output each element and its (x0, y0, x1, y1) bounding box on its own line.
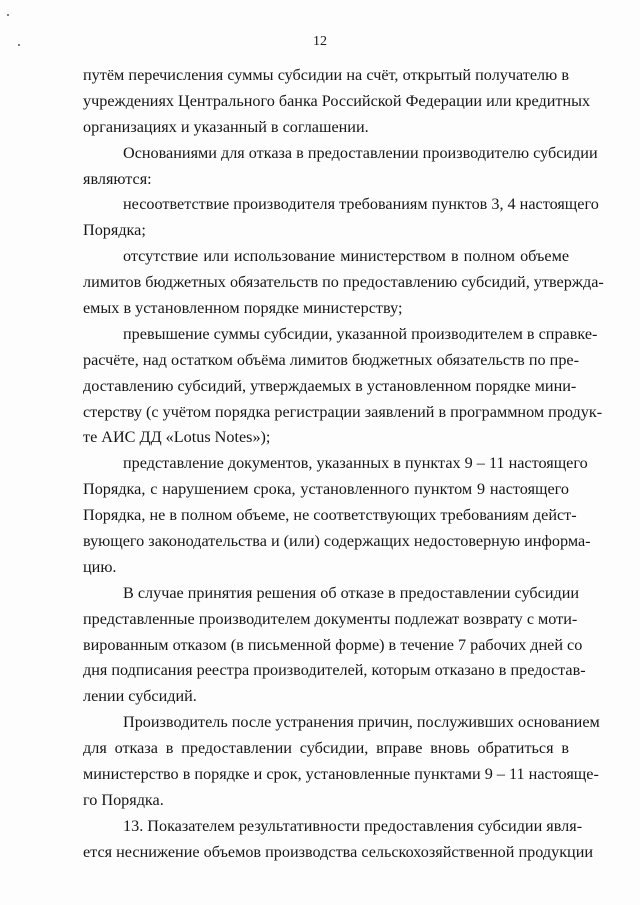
text-line: представленные производителем документы подлежат возврату с моти- (83, 609, 578, 628)
text-line: В случае принятия решения об отказе в предоставлении субсидии (123, 583, 580, 602)
text-line: для отказа в предоставлении субсидии, вправе вновь обратиться в (83, 739, 569, 758)
text-line: Порядка, не в полном объеме, не соответствующих требованиям дейст- (83, 506, 577, 525)
text-line: доставлению субсидий, утверждаемых в установленном порядке мини- (83, 376, 577, 395)
text-line: путём перечисления суммы субсидии на счёт, открытый получателю в (83, 66, 569, 84)
paragraph (83, 192, 599, 244)
text-line: представление документов, указанных в пунктах 9 – 11 настоящего (123, 454, 588, 473)
paragraph (83, 322, 603, 451)
paragraph (83, 141, 598, 193)
text-line: лении субсидий. (83, 687, 197, 706)
document-body (83, 63, 604, 866)
text-line: емых в установленном порядке министерству; (83, 299, 403, 318)
text-line: Порядка, с нарушением срока, установленного пунктом 9 настоящего (83, 480, 569, 499)
text-line: ется неснижение объемов производства сельскохозяйственной продукции (83, 842, 594, 861)
text-line: министерство в порядке и срок, установленные пунктами 9 – 11 настояще- (83, 765, 599, 784)
paragraph (83, 710, 600, 814)
paragraph (83, 451, 591, 580)
text-line: организациях и указанный в соглашении. (83, 117, 369, 136)
text-line: расчёте, над остатком объёма лимитов бюджетных обязательств по пре- (83, 350, 579, 369)
text-line: 13. Показателем результативности предоставления субсидии явля- (123, 816, 583, 835)
text-line: цию. (83, 557, 117, 576)
paragraph (83, 63, 591, 141)
text-line: несоответствие производителя требованиям пунктов 3, 4 настоящего (123, 195, 599, 214)
text-line: го Порядка. (83, 790, 164, 809)
text-line: те АИС ДД «Lotus Notes»); (83, 428, 271, 447)
text-line: являются: (83, 169, 152, 188)
text-line: лимитов бюджетных обязательств по предоставлению субсидий, утвержда- (83, 273, 604, 292)
text-line: стерству (с учётом порядка регистрации заявлений в программном продук- (83, 402, 603, 421)
paragraph (83, 814, 594, 866)
text-line: вующего законодательства и (или) содержащих недостоверную информа- (83, 532, 591, 551)
text-line: учреждениях Центрального банка Российской Федерации или кредитных (83, 91, 591, 110)
text-line: вированным отказом (в письменной форме) в течение 7 рабочих дней со (83, 635, 583, 654)
paragraph (83, 244, 604, 322)
page-number: 12 (313, 34, 327, 49)
text-line: превышение суммы субсидии, указанной производителем в справке- (123, 324, 598, 343)
text-line: отсутствие или использование министерством в полном объеме (123, 247, 569, 266)
text-line: Основаниями для отказа в предоставлении производителю субсидии (123, 143, 598, 162)
paragraph (83, 581, 586, 710)
text-line: Порядка; (83, 221, 146, 240)
scan-speck (7, 14, 9, 16)
text-line: Производитель после устранения причин, послуживших основанием (123, 713, 600, 732)
text-line: дня подписания реестра производителей, которым отказано в предостав- (83, 661, 586, 680)
